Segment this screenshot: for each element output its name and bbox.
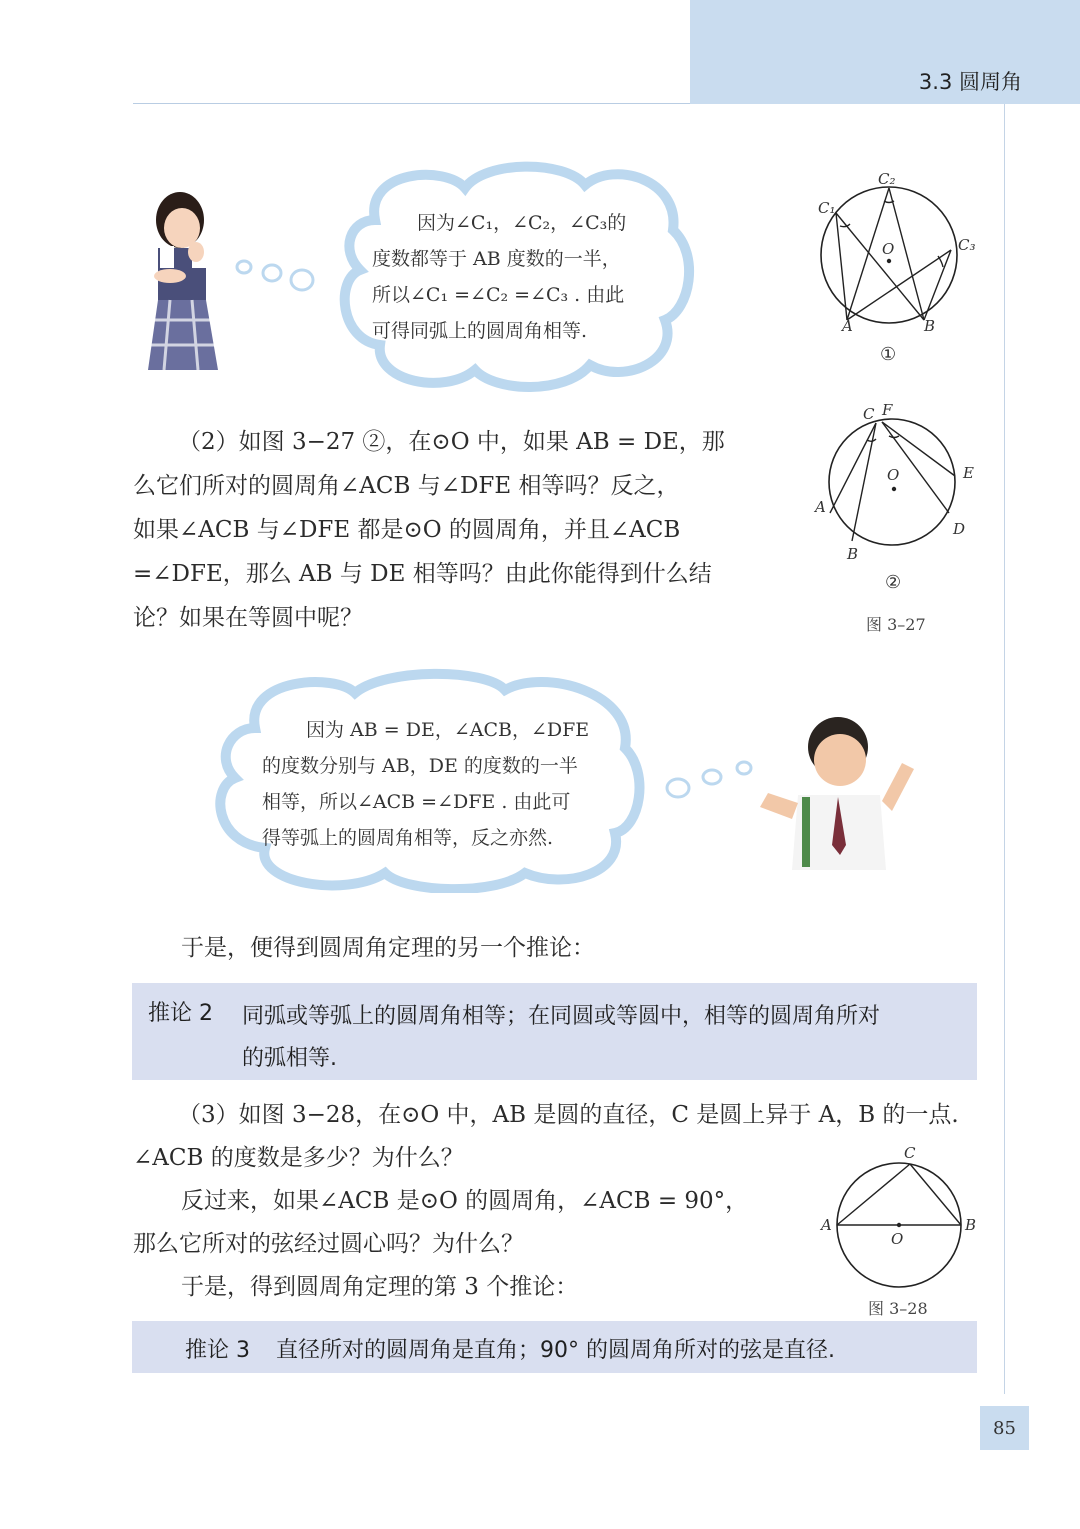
label-b: B (924, 317, 936, 335)
bubble-2-line: 因为 AB = DE，∠ACB，∠DFE (306, 719, 590, 741)
label-o: O (891, 1230, 904, 1248)
margin-rule (1004, 104, 1005, 1394)
label-a: A (815, 498, 826, 516)
header-rule (133, 103, 690, 104)
figure-caption-3-28: 图 3–28 (868, 1299, 928, 1318)
section-title: 3.3 圆周角 (918, 70, 1022, 94)
question-2-line: 么它们所对的圆周角∠ACB 与∠DFE 相等吗？反之， (133, 473, 680, 499)
question-2-line: （2）如图 3−27 ②，在⊙O 中，如果 AB = DE，那 (178, 429, 725, 455)
question-3-line: 于是，得到圆周角定理的第 3 个推论： (181, 1274, 579, 1300)
label-a: A (842, 317, 853, 335)
bubble-1-line: 所以∠C₁ =∠C₂ =∠C₃ . 由此 (372, 284, 625, 306)
label-c: C (904, 1144, 916, 1162)
girl-illustration (130, 180, 230, 380)
corollary-2-line: 同弧或等弧上的圆周角相等；在同圆或等圆中，相等的圆周角所对 (242, 1004, 881, 1029)
lead-in-corollary-2: 于是，便得到圆周角定理的另一个推论： (181, 935, 595, 961)
bubble-1-line: 度数都等于 AB 度数的一半， (372, 248, 621, 270)
bubble-2-line: 的度数分别与 AB，DE 的度数的一半 (262, 755, 578, 777)
question-2 (133, 420, 725, 640)
bubble-2-line: 相等，所以∠ACB =∠DFE . 由此可 (262, 791, 571, 813)
question-3-line: 那么它所对的弦经过圆心吗？为什么？ (133, 1231, 524, 1257)
label-d: D (953, 520, 966, 538)
bubble-2-line: 得等弧上的圆周角相等，反之亦然. (262, 827, 554, 849)
thought-dots-1 (232, 255, 317, 295)
question-3-line: 反过来，如果∠ACB 是⊙O 的圆周角，∠ACB = 90°， (181, 1188, 749, 1214)
label-b: B (965, 1216, 977, 1234)
subfigure-number-1: ① (880, 344, 897, 365)
corollary-2-text (242, 996, 880, 1080)
label-c1: C₁ (818, 199, 836, 217)
corollary-2-label: 推论 2 (148, 1001, 213, 1026)
thought-bubble-2 (262, 712, 589, 856)
bubble-1-line: 可得同弧上的圆周角相等. (372, 320, 588, 342)
label-e: E (963, 464, 974, 482)
label-o: O (887, 466, 900, 484)
question-3-line: ∠ACB 的度数是多少？为什么？ (133, 1145, 464, 1171)
corollary-3-text: 直径所对的圆周角是直角；90° 的圆周角所对的弦是直径. (276, 1338, 835, 1363)
figure-caption-3-27: 图 3–27 (866, 615, 926, 634)
bubble-1-line: 因为∠C₁，∠C₂，∠C₃的 (417, 212, 627, 234)
label-o: O (882, 240, 895, 258)
figure-3-27-2 (805, 398, 985, 598)
figure-3-28 (815, 1140, 985, 1295)
corollary-2-line: 的弧相等. (242, 1046, 337, 1071)
question-2-line: 论？如果在等圆中呢？ (133, 605, 363, 631)
subfigure-number-2: ② (885, 572, 902, 593)
figure-3-27-1 (800, 168, 990, 368)
question-3-line: （3）如图 3−28，在⊙O 中，AB 是圆的直径，C 是圆上异于 A，B 的一点. (178, 1102, 959, 1128)
corollary-3-label: 推论 3 (185, 1338, 250, 1363)
label-c: C (863, 405, 875, 423)
label-f: F (882, 401, 893, 419)
label-c2: C₂ (878, 170, 896, 188)
question-2-line: =∠DFE，那么 AB 与 DE 相等吗？由此你能得到什么结 (133, 561, 712, 587)
page-number: 85 (980, 1406, 1029, 1450)
boy-illustration (750, 715, 925, 870)
thought-bubble-1 (372, 205, 626, 349)
label-b: B (847, 545, 859, 563)
thought-dots-2 (660, 758, 760, 803)
label-a: A (821, 1216, 832, 1234)
label-c3: C₃ (958, 236, 976, 254)
question-2-line: 如果∠ACB 与∠DFE 都是⊙O 的圆周角，并且∠ACB (133, 517, 681, 543)
